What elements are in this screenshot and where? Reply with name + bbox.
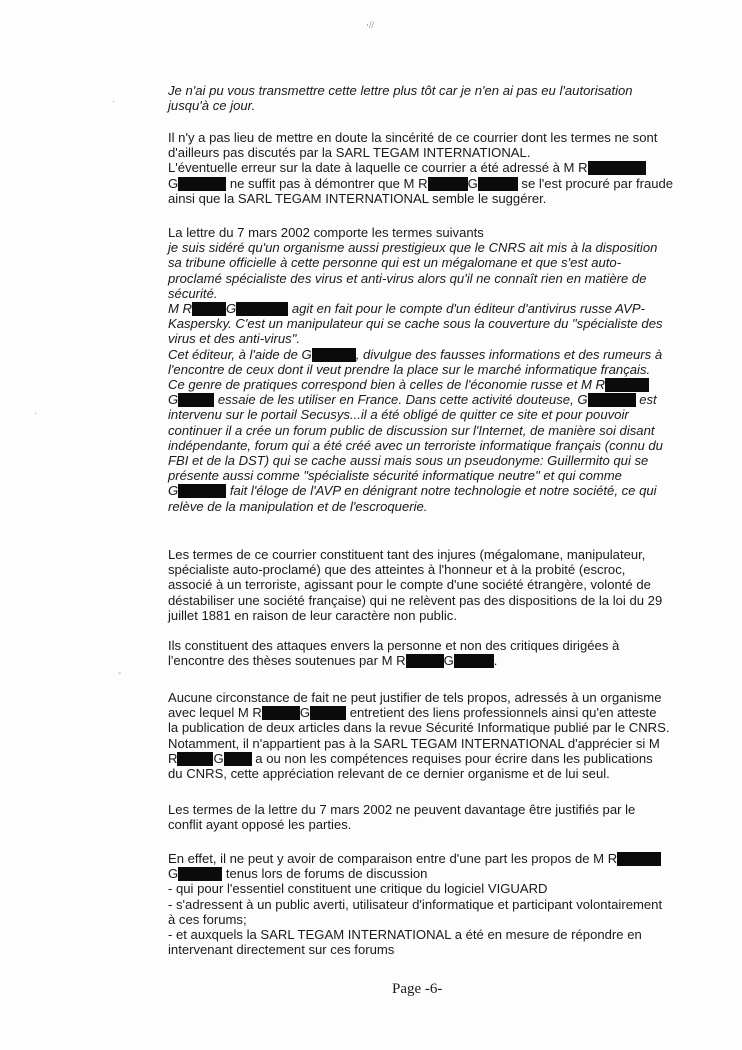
text-segment: G [168,175,179,191]
paragraph-5 [168,638,690,668]
text-segment: avec lequel M R [168,705,262,721]
redaction-bar [224,752,252,766]
text-segment: Ce genre de pratiques correspond bien à celles de l'économie russe et M R [168,377,606,393]
text-line [168,160,690,175]
text-line: relève de la manipulation et de l'escroquerie. [168,498,428,514]
redaction-bar [478,177,518,191]
text-segment: entretient des liens professionnels ainsi qu'en atteste [349,705,657,721]
text-line [168,377,690,392]
text-line: proclamé spécialiste des virus et anti-virus alors qu'il ne connaît rien en matière de [168,270,647,286]
text-line: du CNRS, cette appréciation relevant de ce dernier organisme et de lui seul. [168,766,610,782]
text-segment: En effet, il ne peut y avoir de comparaison entre d'une part les propos de M R [168,851,618,866]
text-segment: L'éventuelle erreur sur la date à laquelle ce courrier a été adressé à M R [168,160,588,176]
redaction-bar [177,752,213,766]
scan-mark: ·// [366,20,374,30]
text-line: Les termes de ce courrier constituent tant des injures (mégalomane, manipulateur, [168,547,646,562]
text-line [168,851,690,866]
text-line: Il n'y a pas lieu de mettre en doute la sincérité de ce courrier dont les termes ne sont [168,130,658,145]
text-segment: se l'est procuré par fraude [521,175,674,191]
paragraph-2 [168,130,690,206]
text-segment: R [168,750,178,766]
text-segment: G [168,392,179,408]
text-segment: a ou non les compétences requises pour écrire dans les publications [255,750,653,766]
text-line [168,483,690,498]
text-line: Aucune circonstance de fait ne peut justifier de tels propos, adressés à un organisme [168,690,662,705]
redaction-bar [310,706,346,720]
scan-speck: · [112,96,116,107]
redaction-bar [236,302,288,316]
text-line: la publication de deux articles dans la revue Sécurité Informatique publié par le CNRS. [168,720,670,736]
text-segment: Cet éditeur, à l'aide de G [168,346,312,362]
page-number: Page -6- [392,981,443,997]
redaction-bar [178,484,226,498]
text-line: d'ailleurs pas discutés par la SARL TEGAM INTERNATIONAL. [168,145,531,161]
text-line: La lettre du 7 mars 2002 comporte les termes suivants [168,225,484,240]
redaction-bar [588,393,636,407]
redaction-bar [617,852,661,866]
text-segment: . [493,653,498,669]
text-segment: M R [168,301,193,317]
text-line: sa tribune officielle à cette personne qui est un mégalomane et que s'est auto- [168,255,622,271]
paragraph-6 [168,690,690,781]
redaction-bar [312,348,356,362]
text-line [168,705,690,720]
text-line: présente aussi comme "spécialiste sécurité informatique neutre" et qui comme [168,468,622,484]
text-segment: essaie de les utiliser en France. Dans cette activité douteuse, G [217,392,588,408]
text-line: à ces forums; [168,911,247,927]
redaction-bar [605,378,649,392]
redaction-bar [178,177,226,191]
redaction-bar [428,177,468,191]
text-line: sécurité. [168,285,218,301]
text-line: ainsi que la SARL TEGAM INTERNATIONAL semble le suggérer. [168,190,547,206]
redaction-bar [454,654,494,668]
redaction-bar [192,302,226,316]
text-line: continuer il a crée un forum public de discussion sur l'Internet, de manière soi disant [168,422,655,438]
text-line [168,347,690,362]
text-line: je suis sidéré qu'un organisme aussi prestigieux que le CNRS ait mis à la disposition [168,240,658,256]
text-line [168,866,690,881]
text-line: juillet 1881 en raison de leur caractère non public. [168,607,457,623]
paragraph-7 [168,802,690,832]
text-segment: agit en fait pour le compte d'un éditeur d'antivirus russe AVP- [291,301,645,317]
text-line: l'encontre de ceux dont il veut prendre la place sur le marché informatique français. [168,361,651,377]
text-segment: G [467,175,478,191]
text-line: Notamment, il n'appartient pas à la SARL TEGAM INTERNATIONAL d'apprécier si M [168,735,660,751]
text-line: Kaspersky. C'est un manipulateur qui se cache sous la couverture du "spécialiste des [168,316,663,332]
text-segment: , divulgue des fausses informations et des rumeurs à [355,346,663,362]
redaction-bar [178,393,214,407]
text-line: - qui pour l'essentiel constituent une critique du logiciel VIGUARD [168,881,548,897]
text-segment: ne suffit pas à démontrer que M R [229,175,428,191]
text-segment: G [213,750,224,766]
text-line [168,751,690,766]
text-segment: fait l'éloge de l'AVP en dénigrant notre technologie et notre société, ce qui [229,483,657,499]
paragraph-3 [168,225,690,514]
text-line: - et auxquels la SARL TEGAM INTERNATIONAL a été en mesure de répondre en [168,927,642,943]
text-line: Je n'ai pu vous transmettre cette lettre plus tôt car je n'en ai pas eu l'autorisation [168,83,633,98]
scan-speck: · [34,408,38,419]
text-segment: tenus lors de forums de discussion [225,866,428,882]
redaction-bar [262,706,300,720]
text-line: intervenant directement sur ces forums [168,942,395,958]
text-segment: G [168,483,179,499]
text-segment: G [443,653,454,669]
redaction-bar [406,654,444,668]
redaction-bar [588,161,646,175]
text-line [168,653,690,668]
text-line: intervenu sur le portail Secusys...il a été obligé de quitter ce site et pour pouvoir [168,407,629,423]
text-segment: G [226,301,237,317]
paragraph-4 [168,547,690,623]
text-segment: est [639,392,657,408]
paragraph-1 [168,83,690,113]
text-line: FBI et de la DST) qui se cache aussi mais sous un pseudonyme: Guillermito qui se [168,453,649,469]
redaction-bar [178,867,222,881]
paragraph-8 [168,851,690,957]
text-line: virus et des anti-virus". [168,331,300,347]
text-line [168,301,690,316]
text-line: déstabiliser une société française) qui ne relèvent pas des dispositions de la loi du 29 [168,592,663,608]
text-line: jusqu'à ce jour. [168,98,256,114]
scan-speck: - [118,668,122,679]
text-line: conflit ayant opposé les parties. [168,817,352,833]
text-line [168,176,690,191]
text-segment: G [168,866,179,882]
text-line: associé à un terroriste, agissant pour le compte d'une société étrangère, volonté de [168,577,651,593]
text-line: spécialiste auto-proclamé) que des atteintes à l'honneur et à la probité (escroc, [168,562,626,578]
text-line: Les termes de la lettre du 7 mars 2002 ne peuvent davantage être justifiés par le [168,802,636,817]
text-line [168,392,690,407]
text-line: - s'adressent à un public averti, utilisateur d'informatique et participant volontairement [168,896,663,912]
text-line: indépendante, forum qui a été créé avec un terroriste informatique français (connu du [168,437,663,453]
text-segment: G [299,705,311,721]
text-segment: l'encontre des thèses soutenues par M R [168,653,406,669]
text-line: Ils constituent des attaques envers la personne et non des critiques dirigées à [168,638,620,653]
